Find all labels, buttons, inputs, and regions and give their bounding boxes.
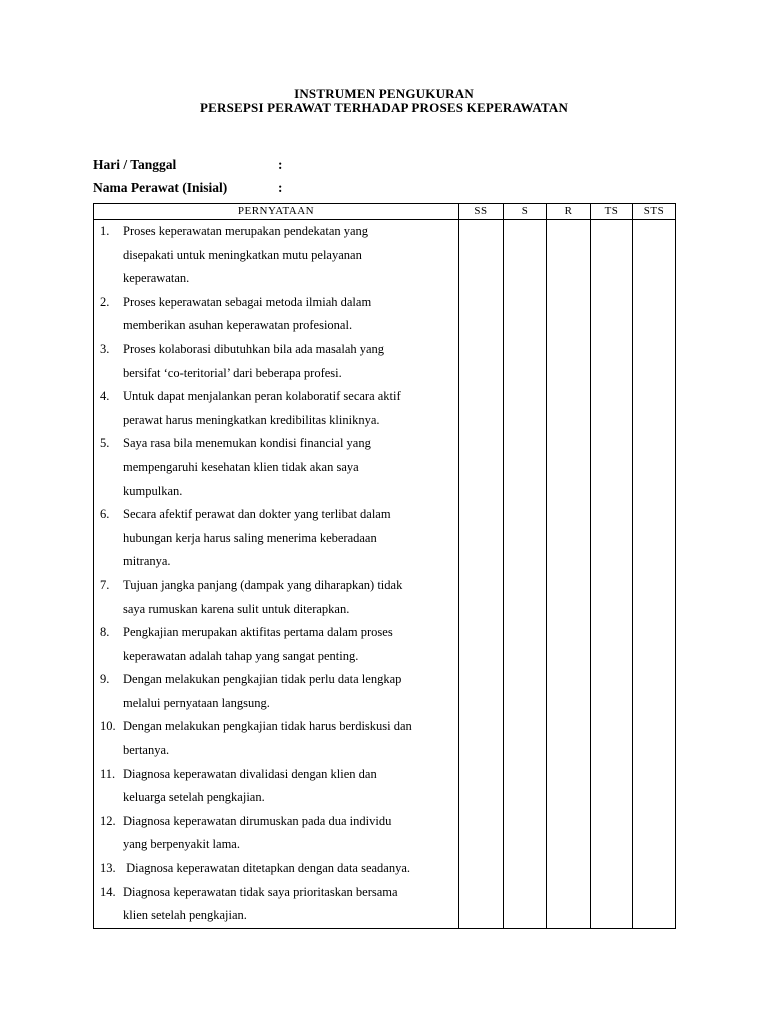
statement-line: saya rumuskan karena sulit untuk diterapkan.: [123, 601, 350, 616]
statement-text: [123, 291, 458, 338]
statement-line: Dengan melakukan pengkajian tidak harus berdiskusi dan: [123, 719, 412, 734]
statement-line: klien setelah pengkajian.: [123, 908, 247, 923]
statement-text: [123, 385, 458, 432]
statement-line: keluarga setelah pengkajian.: [123, 790, 265, 805]
header-sts: STS: [633, 204, 676, 220]
rating-column-ts[interactable]: [591, 220, 633, 929]
statement-number: 4.: [100, 389, 110, 404]
statement-column: [94, 220, 459, 929]
rating-column-s[interactable]: [504, 220, 547, 929]
statement-line: mitranya.: [123, 554, 171, 569]
statement-line: melalui pernyataan langsung.: [123, 695, 270, 710]
statement-text: [123, 763, 458, 810]
statement-line: Tujuan jangka panjang (dampak yang diharapkan) tidak: [123, 577, 403, 592]
statement-number: 1.: [100, 224, 110, 238]
field-colon-date: :: [278, 157, 283, 172]
statement-line: Proses kolaborasi dibutuhkan bila ada masalah yang: [123, 341, 385, 356]
rating-column-r[interactable]: [547, 220, 591, 929]
statement-line: yang berpenyakit lama.: [123, 837, 240, 852]
statement-number: 12.: [100, 813, 116, 828]
statement-number: 9.: [100, 672, 110, 687]
statement-line: Diagnosa keperawatan divalidasi dengan klien dan: [123, 766, 377, 781]
statement-line: bertanya.: [123, 743, 170, 758]
statement-number: 3.: [100, 341, 110, 356]
statement-item: [94, 220, 458, 291]
statement-item: [94, 432, 458, 503]
statement-number: 14.: [100, 884, 116, 899]
statement-text: [123, 668, 458, 715]
field-label-date: Hari / Tanggal: [93, 157, 177, 172]
statement-number: 2.: [100, 294, 110, 309]
header-ts: TS: [591, 204, 633, 220]
statement-text: [123, 810, 458, 857]
header-s: S: [504, 204, 547, 220]
table-body-row: [94, 220, 676, 929]
table-header-row: [94, 204, 676, 220]
statement-line: keperawatan.: [123, 271, 190, 286]
survey-table: [93, 203, 676, 929]
statement-number: 13.: [100, 861, 116, 876]
statement-text: [123, 715, 458, 762]
statement-item: [94, 715, 458, 762]
statement-line: keperawatan adalah tahap yang sangat penting.: [123, 648, 359, 663]
statement-number: 6.: [100, 507, 110, 522]
header-ss: SS: [459, 204, 504, 220]
statement-line: disepakati untuk meningkatkan mutu pelayanan: [123, 247, 362, 262]
statement-line: Proses keperawatan merupakan pendekatan yang: [123, 224, 369, 238]
rating-column-ss[interactable]: [459, 220, 504, 929]
statement-item: [94, 385, 458, 432]
statement-line: Dengan melakukan pengkajian tidak perlu data lengkap: [123, 672, 402, 687]
statement-line: Proses keperawatan sebagai metoda ilmiah dalam: [123, 294, 372, 309]
statement-text: [123, 881, 458, 928]
statement-line: Diagnosa keperawatan ditetapkan dengan data seadanya.: [123, 861, 411, 876]
document-subtitle: PERSEPSI PERAWAT TERHADAP PROSES KEPERAWATAN: [199, 100, 569, 115]
statement-number: 8.: [100, 625, 110, 640]
statement-number: 7.: [100, 577, 110, 592]
statement-line: Pengkajian merupakan aktifitas pertama dalam proses: [123, 625, 393, 640]
statement-line: memberikan asuhan keperawatan profesional.: [123, 318, 353, 333]
statement-line: kumpulkan.: [123, 483, 183, 498]
statement-line: Untuk dapat menjalankan peran kolaboratif secara aktif: [123, 389, 401, 404]
statement-line: bersifat ‘co-teritorial’ dari beberapa profesi.: [123, 365, 342, 380]
statement-line: Saya rasa bila menemukan kondisi financial yang: [123, 436, 371, 451]
field-label-nurse-initials: Nama Perawat (Inisial): [93, 180, 228, 195]
statement-number: 10.: [100, 719, 116, 734]
statement-text: [123, 338, 458, 385]
header-statement: PERNYATAAN: [94, 204, 459, 220]
statement-text: [123, 857, 458, 881]
statement-item: [94, 574, 458, 621]
statement-item: [94, 881, 458, 928]
statement-line: Diagnosa keperawatan dirumuskan pada dua individu: [123, 813, 392, 828]
rating-column-sts[interactable]: [633, 220, 676, 929]
statement-item: [94, 857, 458, 881]
statement-line: mempengaruhi kesehatan klien tidak akan saya: [123, 459, 359, 474]
statement-item: [94, 503, 458, 574]
statement-number: 11.: [100, 766, 116, 781]
header-r: R: [547, 204, 591, 220]
statement-item: [94, 668, 458, 715]
statement-list: [94, 220, 458, 928]
statement-text: [123, 220, 458, 291]
document-title: INSTRUMEN PENGUKURAN: [294, 86, 474, 101]
statement-text: [123, 432, 458, 503]
statement-item: [94, 810, 458, 857]
field-colon-nurse-initials: :: [278, 180, 283, 195]
statement-line: Diagnosa keperawatan tidak saya prioritaskan bersama: [123, 884, 398, 899]
statement-line: perawat harus meningkatkan kredibilitas kliniknya.: [123, 412, 380, 427]
statement-number: 5.: [100, 436, 110, 451]
statement-text: [123, 503, 458, 574]
statement-item: [94, 621, 458, 668]
statement-item: [94, 291, 458, 338]
statement-line: Secara afektif perawat dan dokter yang terlibat dalam: [123, 507, 391, 522]
statement-text: [123, 574, 458, 621]
statement-text: [123, 621, 458, 668]
statement-line: hubungan kerja harus saling menerima keberadaan: [123, 530, 377, 545]
statement-item: [94, 338, 458, 385]
statement-item: [94, 763, 458, 810]
